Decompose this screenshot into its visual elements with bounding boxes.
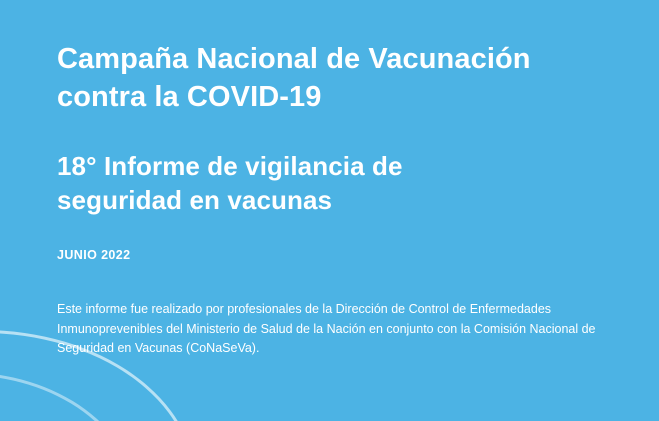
page-subtitle-line-1: 18° Informe de vigilancia de xyxy=(57,150,403,181)
page-title xyxy=(57,40,619,117)
page-title-line-1: Campaña Nacional de Vacunación xyxy=(57,43,531,75)
credits-text: Este informe fue realizado por profesionales de la Dirección de Control de Enfermedades Inmunoprevenibles del Ministerio de Salud de la Nación en conjunto con la Comisión Nacional de Seguridad en Vacunas (CoNaSeVa). xyxy=(57,302,596,355)
page-subtitle xyxy=(57,149,619,219)
cover-content xyxy=(57,40,619,358)
page-title-line-2: contra la COVID-19 xyxy=(57,81,322,114)
decorative-arc-inner xyxy=(0,372,136,421)
publication-date: JUNIO 2022 xyxy=(57,248,131,263)
page-subtitle-line-2: seguridad en vacunas xyxy=(57,185,333,216)
